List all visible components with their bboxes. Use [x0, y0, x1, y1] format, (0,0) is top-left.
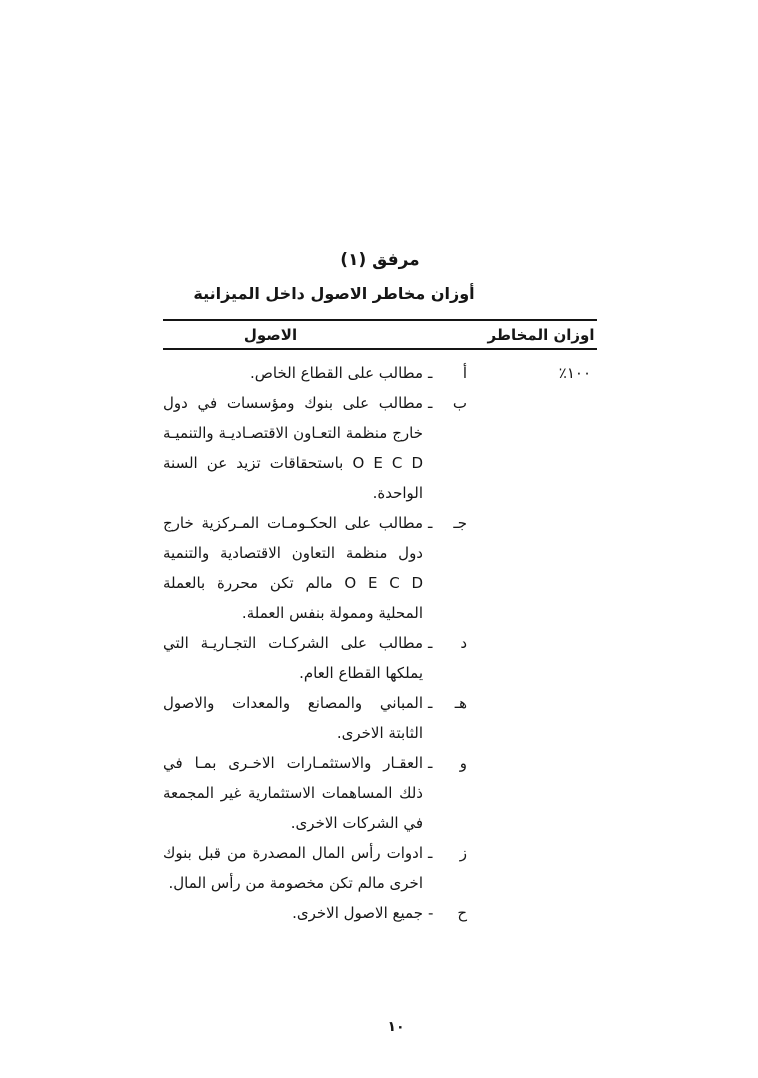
risk-weight-value: ١٠٠٪	[558, 364, 591, 382]
asset-item-h	[163, 688, 467, 748]
item-letter	[423, 358, 467, 388]
item-dash: -	[428, 904, 434, 922]
item-dash: ـ	[428, 514, 433, 532]
item-letter-char: ح	[457, 904, 467, 922]
item-letter	[423, 508, 467, 628]
asset-item-j	[163, 508, 467, 628]
annex-subtitle: أوزان مخاطر الاصول داخل الميزانية	[193, 284, 475, 303]
assets-column	[163, 358, 485, 928]
annex-title: مرفق (١)	[340, 250, 420, 270]
risk-weight-column	[485, 358, 597, 928]
item-dash: ـ	[428, 634, 433, 652]
table-header-row	[163, 319, 597, 350]
item-letter	[423, 748, 467, 838]
page-number: ١٠	[387, 1019, 405, 1035]
asset-item-hh	[163, 898, 467, 928]
item-letter-char: جـ	[453, 514, 467, 532]
asset-item-z	[163, 838, 467, 898]
asset-item-a	[163, 358, 467, 388]
risk-weights-header: اوزان المخاطر	[487, 325, 595, 344]
asset-item-d	[163, 628, 467, 688]
item-letter-char: د	[460, 634, 467, 652]
item-letter	[423, 688, 467, 748]
item-letter	[423, 388, 467, 508]
annex-content	[163, 247, 597, 928]
item-dash: ـ	[428, 364, 433, 382]
item-letter	[423, 898, 467, 928]
item-dash: ـ	[428, 754, 433, 772]
table-body	[163, 350, 597, 928]
item-letter-char: ز	[459, 844, 467, 862]
item-text: مطالب على الشركـات التجـاريـة التي يملكها القطاع العام.	[163, 634, 423, 682]
item-letter-char: هـ	[454, 694, 467, 712]
page-footer	[0, 1019, 758, 1035]
item-letter	[423, 838, 467, 898]
item-letter-char: ب	[452, 394, 467, 412]
item-letter-char: أ	[462, 364, 467, 382]
item-dash: ـ	[428, 844, 433, 862]
item-text: ادوات رأس المال المصدرة من قبل بنوك اخرى مالم تكن مخصومة من رأس المال.	[163, 844, 423, 892]
item-letter	[423, 628, 467, 688]
item-text: جميع الاصول الاخرى.	[292, 904, 423, 922]
item-dash: ـ	[428, 394, 433, 412]
item-letter-char: و	[459, 754, 467, 772]
item-text: مطالب على الحكـومـات المـركزية خارج دول منظمة التعاون الاقتصادية والتنمية O E C D مالم تكن محررة بالعملة المحلية وممولة بنفس العملة.	[163, 514, 423, 622]
item-text: مطالب على بنوك ومؤسسات في دول خارج منظمة التعـاون الاقتصـاديـة والتنميـة O E C D باستحقاقات تزيد عن السنة الواحدة.	[163, 394, 423, 502]
asset-item-b	[163, 388, 467, 508]
item-text: العقـار والاستثمـارات الاخـرى بمـا في ذلك المساهمات الاستثمارية غير المجمعة في الشركات الاخرى.	[163, 754, 423, 832]
item-text: المباني والمصانع والمعدات والاصول الثابتة الاخرى.	[163, 694, 423, 742]
asset-item-w	[163, 748, 467, 838]
assets-header: الاصول	[243, 325, 298, 344]
item-dash: ـ	[428, 694, 433, 712]
item-text: مطالب على القطاع الخاص.	[250, 364, 423, 382]
